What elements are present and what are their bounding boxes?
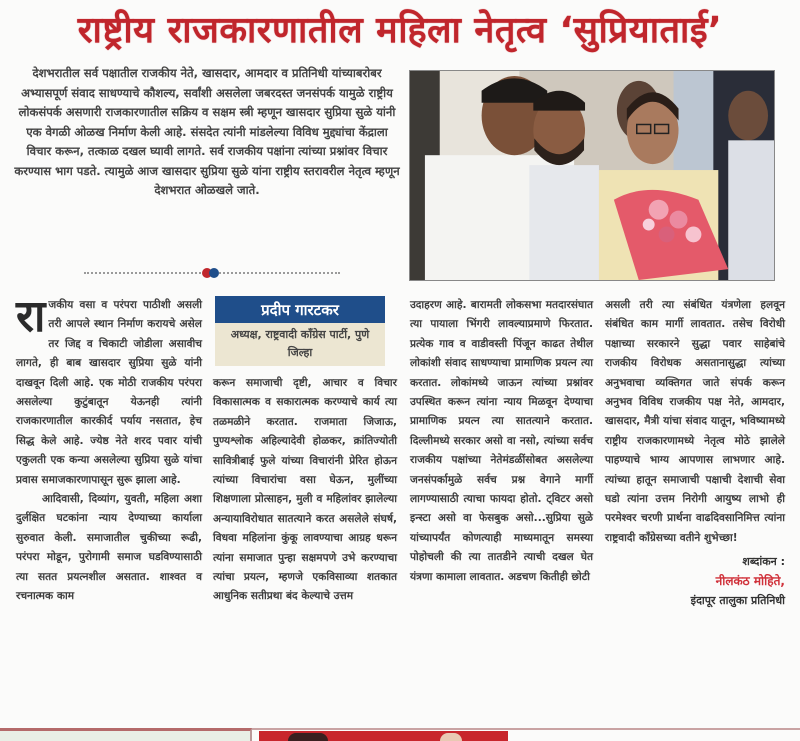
column-3-paragraph-1: उदाहरण आहे. बारामती लोकसभा मतदारसंघात त्या पायाला भिंगरी लावल्याप्रमाणे फिरतात. प्रत्येक गाव व वाडीवस्ती पिंजून काढत तेथील लोकांशी संवाद साधण्याचा प्रामाणिक प्रयत्न त्या करतात. लोकांमध्ये जाऊन त्यांच्या प्रश्नांवर उपस्थित करून त्यांना न्याय मिळवून देण्याचा प्रामाणिक प्रयत्न त्या सातत्याने करतात. दिल्लीमध्ये सरकार असो वा नसो, त्यांच्या सर्वच राजकीय पक्षांच्या नेतेमंडळींसोबत असलेल्या जनसंपर्कामुळे सर्वच प्रश्न वेगाने मार्गी लागण्यासाठी त्याचा फायदा होतो. ट्विटर असो इन्स्टा असो वा फेसबुक असो...सुप्रिया सुळे यांच्यापर्यंत कोणत्याही माध्यमातून समस्या पोहोचली की त्या तातडीने त्याची दखल घेत यंत्रणा कामाला लावतात. अडचण कितीही छोटी bbox=[410, 299, 593, 583]
photo-illustration bbox=[410, 71, 774, 280]
article-column-1 bbox=[16, 291, 202, 607]
article-signoff bbox=[605, 552, 785, 610]
author-name: प्रदीप गारटकर bbox=[215, 296, 385, 323]
column-1-paragraph-1: जकीय वसा व परंपरा पाठीशी असली तरी आपले स्थान निर्माण करायचे असेल तर जिद्द व चिकाटी जोडीला असावीच लागते, ही बाब खासदार सुप्रिया सुळे यांनी दाखवून दिली आहे. एक मोठी राजकीय परंपरा असलेल्या कुटुंबातून येऊनही त्यांनी राजकारणातील कारकीर्द पर्याय नसतात, हेच सिद्ध केले आहे. ज्येष्ठ नेते शरद पवार यांची एकुलती एक कन्या असलेल्या सुप्रिया सुळे यांचा प्रवास समाजकारणापासून सुरू झाला आहे. bbox=[16, 299, 202, 486]
signoff-label: शब्दांकन : bbox=[742, 555, 785, 569]
column-1-paragraph-2: आदिवासी, दिव्यांग, युवती, महिला अशा दुर्लक्षित घटकांना न्याय देण्याच्या कार्याला सुरुवात केली. समाजातील चुकीच्या रूढी, परंपरा मोडून, पुरोगामी समाज घडविण्यासाठी त्या सतत प्रयत्नशील असतात. शाश्वत व रचनात्मक काम bbox=[16, 493, 202, 603]
next-article-photo-fragment-2 bbox=[440, 733, 462, 741]
article-headline: राष्ट्रीय राजकारणातील महिला नेतृत्व ‘सुप्रियाताई’ bbox=[77, 9, 723, 51]
article-column-4 bbox=[605, 296, 785, 611]
article-photo bbox=[409, 70, 775, 281]
column-2-paragraph-1: करून समाजाची दृष्टी, आचार व विचार विकासात्मक व सकारात्मक करण्याचे कार्य त्या तळमळीने करतात. राजमाता जिजाऊ, पुण्यश्लोक अहिल्यादेवी होळकर, क्रांतिज्योती सावित्रीबाई फुले यांच्या विचारांनी प्रेरित होऊन त्यांच्या विचारांचा वसा घेऊन, मुलींच्या शिक्षणाला प्रोत्साहन, मुली व महिलांवर झालेल्या अन्यायाविरोधात सातत्याने करत असलेले संघर्ष, विधवा महिलांना कुंकू लावण्याचा आग्रह धरून त्यांना समाजात पुन्हा सक्षमपणे उभे करण्याचा त्यांचा प्रयत्न, म्हणजे एकविसाव्या शतकात आधुनिक सतीप्रथा बंद केल्याचे उत्तम bbox=[213, 377, 397, 603]
column-4-paragraph-1: असली तरी त्या संबंधित यंत्रणेला हलवून संबंधित काम मार्गी लावतात. तसेच विरोधी पक्षाच्या सरकारने सुद्धा पवार साहेबांचे राजकीय विरोधक असतानासुद्धा त्यांच्या अनुभवाचा व्यक्तिगत जाते संपर्क करून अनुभव विविध राजकीय पक्ष नेते, आमदार, खासदार, मैत्री यांचा संवाद यातून, भविष्यामध्ये राष्ट्रीय राजकारणामध्ये नेतृत्व मोठे झालेले पाहण्याचे भाग्य आपणास लाभणार आहे. त्यांच्या हातून समाजाची पक्षाची देशाची सेवा घडो त्यांना उत्तम निरोगी आयुष्य लाभो ही परमेश्वर चरणी प्रार्थना वाढदिवसानिमित्त त्यांना राष्ट्रवादी काँग्रेसच्या वतीने शुभेच्छा! bbox=[605, 299, 785, 544]
article-column-3 bbox=[410, 296, 593, 587]
divider-blue-dot-icon bbox=[209, 268, 219, 278]
author-title: अध्यक्ष, राष्ट्रवादी काँग्रेस पार्टी, पुणे जिल्हा bbox=[215, 323, 385, 366]
next-article-box-left bbox=[0, 728, 252, 741]
article-intro: देशभरातील सर्व पक्षातील राजकीय नेते, खासदार, आमदार व प्रतिनिधी यांच्याबरोबर अभ्यासपूर्ण संवाद साधण्याचे कौशल्य, सर्वांशी असलेला जबरदस्त जनसंपर्क यामुळे राष्ट्रीय लोकसंपर्क असणारी राजकारणातील सक्रिय व सक्षम स्त्री म्हणून खासदार सुप्रिया सुळे यांनी एक वेगळी ओळख निर्माण केली आहे. संसदेत त्यांनी मांडलेल्या विविध मुद्द्यांचा केंद्राला विचार करून, तत्काळ दखल घ्यावी लागते. सर्व राजकीय पक्षांना त्यांच्या प्रश्नांवर विचार करण्यास भाग पडते. त्यामुळे आज खासदार सुप्रिया सुळे यांना राष्ट्रीय स्तरावरील नेतृत्व म्हणून देशभरात ओळखले जाते. bbox=[14, 66, 400, 197]
article-column-2 bbox=[213, 296, 397, 607]
dropcap: रा bbox=[16, 291, 46, 342]
signoff-author-role: इंदापूर तालुका प्रतिनिधी bbox=[690, 594, 785, 608]
author-byline-box bbox=[215, 296, 385, 366]
signoff-author-name: नीलकंठ मोहिते, bbox=[715, 573, 785, 588]
section-divider bbox=[84, 271, 340, 275]
next-article-photo-fragment bbox=[288, 733, 328, 741]
